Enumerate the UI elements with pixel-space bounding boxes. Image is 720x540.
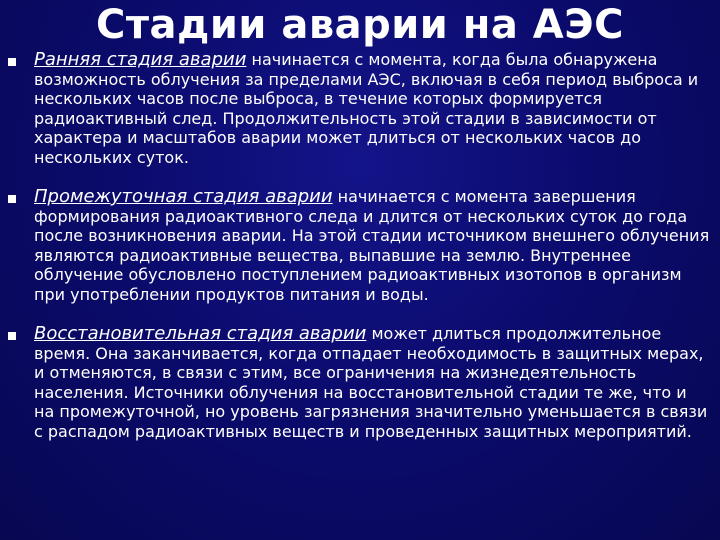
bullet-recovery-stage [0, 324, 720, 441]
bullet-text [34, 50, 712, 167]
square-bullet-icon [8, 58, 16, 66]
bullet-text [34, 324, 712, 441]
bullet-intermediate-stage [0, 187, 720, 304]
stage-description: может длиться продолжительное время. Она заканчивается, когда отпадает необходимость в защитных мерах, и отменяются, в связи с этим, все ограничения на жизнедеятельность населения. Источники облучения на восстановительной стадии те же, что и на промежуточной, но уровень загрязнения значительно уменьшается в связи с распадом радиоактивных веществ и проведенных защитных мероприятий. [34, 324, 708, 441]
stage-term: Промежуточная стадия аварии [34, 186, 333, 207]
stage-description: начинается с момента завершения формирования радиоактивного следа и длится от нескольких суток до года после возникновения аварии. На этой стадии источником внешнего облучения являются радиоактивные вещества, выпавшие на землю. Внутреннее облучение обусловлено поступлением радиоактивных изотопов в организм при употреблении продуктов питания и воды. [34, 187, 710, 304]
square-bullet-icon [8, 195, 16, 203]
stage-description: начинается с момента, когда была обнаружена возможность облучения за пределами АЭС, включая в себя период выброса и нескольких часов после выброса, в течение которых формируется радиоактивный след. Продолжительность этой стадии в зависимости от характера и масштабов аварии может длиться от нескольких часов до нескольких суток. [34, 50, 699, 167]
stage-term: Восстановительная стадия аварии [34, 323, 367, 344]
bullet-early-stage [0, 50, 720, 167]
stage-term: Ранняя стадия аварии [34, 49, 247, 70]
bullet-list [0, 50, 720, 441]
square-bullet-icon [8, 332, 16, 340]
bullet-text [34, 187, 712, 304]
slide-title: Стадии аварии на АЭС [96, 2, 624, 48]
